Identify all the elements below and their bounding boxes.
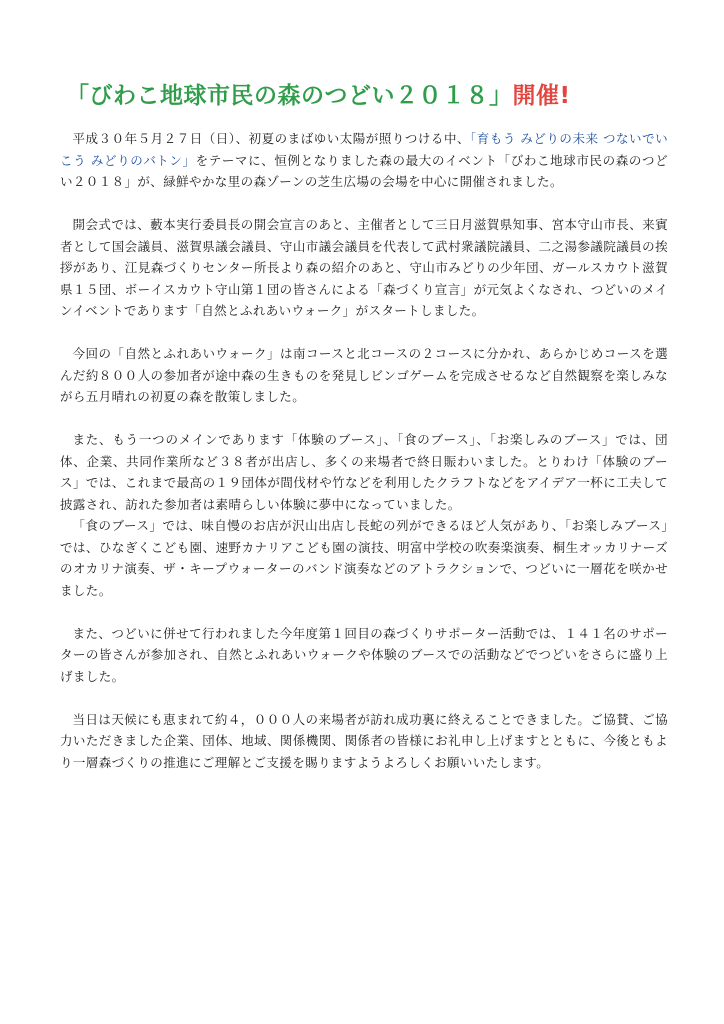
paragraph-gap: [60, 193, 668, 215]
paragraph-opening-ceremony: 開会式では、藪本実行委員長の開会宣言のあと、主催者として三日月滋賀県知事、宮本守山市長、来賓者として国会議員、滋賀県議会議員、守山市議会議員を代表して武村衆議院議員、二之湯参議院議員の挨拶があり、江見森づくりセンター所長より森の紹介のあと、守山市みどりの少年団、ガールスカウト滋賀県１５団、ボーイスカウト守山第１団の皆さんによる「森づくり宣言」が元気よくなされ、つどいのメインイベントであります「自然とふれあいウォーク」がスタートしました。: [60, 217, 668, 318]
paragraph-booths: また、もう一つのメインであります「体験のブース」、「食のブース」、「お楽しみのブース」では、団体、企業、共同作業所など３８者が出店し、多くの来場者で終日賑わいました。とりわけ「体験のブース」では、これまで最高の１９団体が間伐材や竹などを利用したクラフトなどをアイデア一杯に工夫して披露され、訪れた参加者は素晴らしい体験に夢中になっていました。: [60, 432, 668, 512]
document-body: [60, 128, 668, 773]
paragraph-gap: [60, 322, 668, 344]
paragraph-gap: [60, 408, 668, 430]
intro-text-after: をテーマに、恒例となりました森の最大のイベント「びわこ地球市民の森のつどい２０１８」が、緑鮮やかな里の森ゾーンの芝生広場の会場を中心に開催されました。: [60, 152, 669, 189]
document-title: [66, 80, 686, 112]
paragraph-food-booths: 「食のブース」では、味自慢のお店が沢山出店し長蛇の列ができるほど人気があり、「お楽しみブース」では、ひなぎくこども園、速野カナリアこども園の演技、明富中学校の吹奏楽演奏、桐生オッカリナーズのオカリナ演奏、ザ・キープウォーターのバンド演奏などのアトラクションで、つどいに一層花を咲かせました。: [60, 518, 668, 598]
paragraph-supporters: また、つどいに併せて行われました今年度第１回目の森づくりサポーター活動では、１４１名のサポーターの皆さんが参加され、自然とふれあいウォークや体験のブースでの活動などでつどいをさらに盛り上げました。: [60, 625, 668, 684]
paragraph-closing: 当日は天候にも恵まれて約４，０００人の来場者が訪れ成功裏に終えることできました。ご協賛、ご協力いただきました企業、団体、地域、関係機関、関係者の皆様にお礼申し上げますとともに、今後ともより一層森づくりの推進にご理解とご支援を賜りますようよろしくお願いいたします。: [60, 711, 668, 770]
theme-highlight: 「育もう みどりの未来 つないでいこう みどりのバトン」: [60, 131, 669, 168]
title-main-text: 「びわこ地球市民の森のつどい２０１８」: [66, 83, 513, 109]
paragraph-intro: [60, 128, 668, 193]
paragraph-gap: [60, 687, 668, 709]
title-held-text: 開催!: [512, 83, 571, 109]
paragraph-nature-walk: 今回の「自然とふれあいウォーク」は南コースと北コースの２コースに分かれ、あらかじめコースを選んだ約８００人の参加者が途中森の生きものを発見しビンゴゲームを完成させるなど自然観察を楽しみながら五月晴れの初夏の森を散策しました。: [60, 346, 668, 404]
paragraph-gap: [60, 601, 668, 623]
intro-text-before: 平成３０年５月２７日（日）、初夏のまばゆい太陽が照りつける中、: [72, 131, 471, 146]
